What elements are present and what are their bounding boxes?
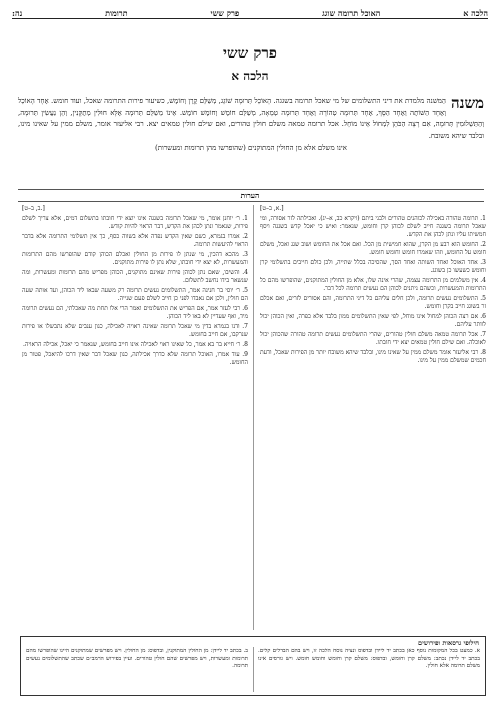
header-topic: האוכל תרומה שוגג	[322, 8, 381, 18]
note-paragraph: 2. החומש הוא רבע מן הקרן, שהוא חמישית מן הכל. ואם אכל את החומש ושוב שגג ואכל, משלם חומש על החומש, וזהו שאמרו חומש וחומש חומש.	[260, 241, 486, 256]
note-paragraph: 6. אם רצה הכוהן למחול אינו מוחל, לפי שאין התשלומים ממון בלבד אלא כפרה, ואין הכוהן יכול לוותר עליהם.	[260, 313, 486, 328]
column-range: [ב, ב–ט.]	[22, 205, 45, 212]
header-folio: נה:	[12, 8, 23, 18]
divider	[18, 201, 484, 202]
note-paragraph: 8. ר׳ חייא בר בא אמר, כל שאינו ראוי לאכילה אינו חייב בחומש, שנאמר כי יאכל, אכילה הראויה.	[22, 341, 248, 348]
note-paragraph: 7. ודנו בגמרא בדין מי שאכל תרומה שאינה ראויה לאכילה, כגון ענבים שלא נתבשלו או פירות שנרקבו, אם חייב בחומש.	[22, 323, 248, 338]
halakha-title: הלכה א	[231, 69, 269, 83]
mishna-summary: אינו משלם אלא מן החולין המתוקנים (שהופרשו מהן תרומות ומעשרות)	[155, 144, 347, 152]
note-paragraph: 1. תרומה טהורה באכילה לכוהנים טהורים ולבני ביתם (ויקרא כב, א–יג). ואכילתה לזר אסורה, ומי שאכל תרומה בשגגה חייב לשלם לכוהן קרן וחומש, שנאמר: ואיש כי יאכל קדש בשגגה ויסף חמשיתו עליו ונתן לכהן את הקדש.	[260, 215, 486, 238]
note-paragraph: 1. ר׳ יוחנן אומר, מי שאכל תרומה בשגגה אינו יוצא ידי חובתו בתשלום דמים, אלא צריך לשלם פירות, שנאמר ונתן לכהן את הקדש, דבר הראוי להיות קודש.	[22, 215, 248, 230]
header-chapter: פרק ששי	[210, 8, 240, 18]
right-column	[260, 205, 486, 625]
column-divider	[253, 647, 254, 692]
variants-title: חילופי גרסאות ופירושים	[418, 639, 479, 647]
note-paragraph: 2. אמרו בגמרא, כשם שאין הקדש נפדה אלא בשווה כסף, כך אין תשלומי התרומה אלא בדבר הראוי להיעשות תרומה.	[22, 233, 248, 248]
mishna-block	[18, 96, 484, 155]
note-paragraph: 4. אין משלמים מן התרומה עצמה, שהרי אינה שלו, אלא מן החולין המתוקנים, שהופרשו מהם כל התרומות והמעשרות, וכשהם ניתנים לכוהן הם נעשים תרומה לכל דבר.	[260, 277, 486, 292]
note-paragraph: 5. ר׳ יוסי בר חנינה אמר, התשלומים נעשים תרומה רק משעה שבאו ליד הכוהן, ועד אותה שעה הם חולין, ולכן אם נאבדו לפני כן חייב לשלם פעם שנייה.	[22, 287, 248, 302]
header-halakha: הלכה א	[463, 8, 488, 18]
note-paragraph: 6. רבי לעזר אמר, אם הפריש את התשלומים ואמר הרי אלו תחת מה שאכלתי, הם נעשים תרומה מיד, ואף שעדיין לא באו ליד הכוהן.	[22, 305, 248, 320]
variants-left: ב. בכתב יד ליידן: מן החולין המתוקנין, ובדפוס: מן החולין. ויש מפרשים שמתוקנים היינו שהופרשו מהם תרומות ומעשרות, ויש מפרשים שהם חולין טהורים. ועיין בפירוש הרמב״ם שכתב שהתשלומים נעשים תרומה.	[26, 648, 248, 669]
note-paragraph: 3. מהכא דהכין, מי שנתן לו פירות מן החולין ואכלם הכוהן קודם שהופרשו מהם התרומות והמעשרות, לא יצא ידי חובתו, שלא נתן לו פירות מתוקנים.	[22, 251, 248, 266]
note-paragraph: 7. אכל תרומה טמאה משלם חולין טהורים, שהרי התשלומים נעשים תרומה טהורה שהכוהן יכול לאוכלה. ואם שילם חולין טמאים יצא ידי חובתו.	[260, 331, 486, 346]
running-header	[12, 4, 488, 19]
divider	[18, 189, 484, 190]
note-paragraph: 9. עוד אמרו, האוכל תרומה שלא כדרך אכילתה, כגון שאכל דבר שאין דרכו להיאכל, פטור מן החומש.	[22, 351, 248, 366]
column-range: [א, ב–ט.]	[260, 205, 284, 212]
left-column	[22, 205, 248, 625]
variants-box	[20, 636, 486, 696]
header-tractate: תרומות	[105, 8, 128, 18]
note-paragraph: 3. אחד האוכל ואחד השותה ואחד הסך, שהסיכה בכלל שתייה, ולכן כולם חייבים בתשלומי קרן וחומש כשעשו כן בשוגג.	[260, 259, 486, 274]
note-paragraph: 8. רבי אליעזר אומר משלם ממין על שאינו מינו, ובלבד שיהא משובח יותר מן הפירות שאכל, ודעת חכמים שמשלם ממין על מינו.	[260, 349, 486, 364]
notes-title: הערות	[240, 191, 260, 200]
column-divider	[253, 205, 254, 630]
mishna-label: משנה	[450, 94, 484, 112]
variants-right: א. כמעט בכל המקומות נוסף כאן בכתב יד ליידן ובדפוס ונציה נוסח הלכה זו, ויש בהם הבדלים קלים. בכתב יד ליידן נכתב: משלם קרן וחומש, ובדפוס: משלם קרן וחומש וחומש חומש. ויש גורסים אינו משלם תרומה אלא חולין.	[258, 648, 480, 669]
note-paragraph: 5. התשלומים נעשים תרומה, ולכן חלים עליהם כל דיני התרומה, והם אסורים לזרים, ואם אכלם זר בשוגג חייב בקרן וחומש.	[260, 295, 486, 310]
note-paragraph: 4. והשיבו, שאם נתן לכוהן פירות שאינם מתוקנים, הכוהן מפריש מהם תרומות ומעשרות, ומה שנשאר בידו נחשב לתשלום.	[22, 269, 248, 284]
chapter-title: פרק ששי	[223, 44, 277, 62]
mishna-text: הַמּשׁנה מלמדת את דיני התשלומים של מי שאכל תרומה בשגגה. הָאוֹכֵל תְּרוּמָה שׁוֹגֵג, מְשַׁלֵּם קֶרֶן וְחוֹמֶשׁ, כשיעור פירות התרומה שאכל, ועוד חומש. אֶחָד הָאוֹכֵל וְאֶחָד הַשּׁוֹתֶה וְאֶחָד הַסָּךְ, אֶחָד תְּרוּמָה טְהוֹרָה וְאֶחָד תְּרוּמָה טְמֵאָה, מְשַׁלֵּם חוֹמֶשׁ וְחוֹמֶשׁ חוֹמֶשׁ. אֵינוֹ מְשַׁלֵּם תְּרוּמָה אֶלָּא חוּלִּין מְתֻקָּנִין, וְהֵן נַעֲשִׂין תְּרוּמָה, וְהַתַּשְׁלוּמִין תְּרוּמָה, אִם רָצָה הַכֹּהֵן לִמְחוֹל אֵינוֹ מוֹחֵל. אכל תרומה טמאה משלם חולין טהורים, ואם שילם חולין טמאים יצא. רבי אליעזר אומר, משלם ממין על שאינו מינו, ובלבד שיהא משובח.	[18, 97, 484, 140]
